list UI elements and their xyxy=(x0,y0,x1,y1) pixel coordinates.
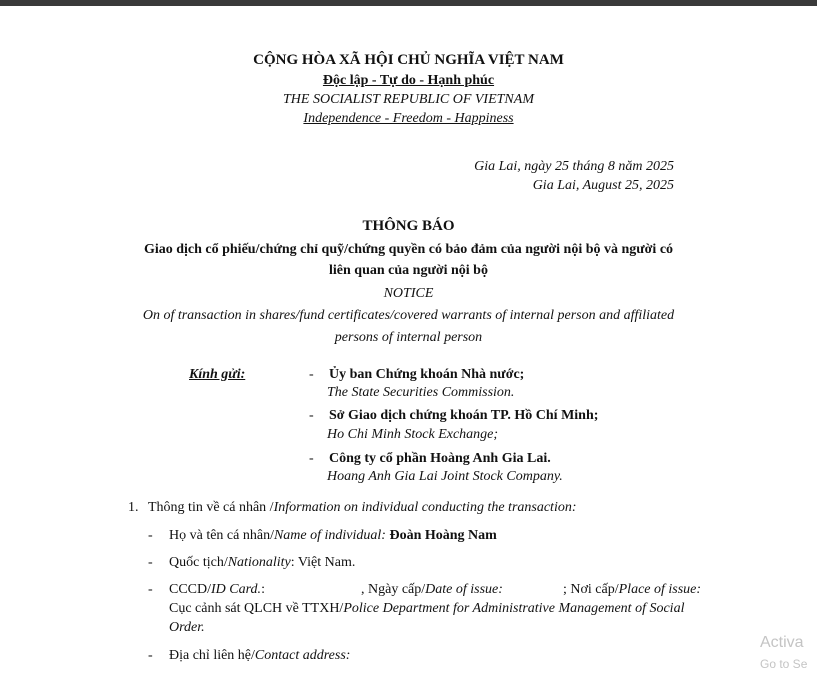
bullet-dash: - xyxy=(148,528,153,543)
issue-date-label: , Ngày cấp/Date of issue: xyxy=(361,582,503,597)
recipient-dash: - xyxy=(309,451,314,466)
date-vi: Gia Lai, ngày 25 tháng 8 năm 2025 xyxy=(474,159,674,174)
individual-name-value: Đoàn Hoàng Nam xyxy=(389,528,497,543)
activation-watermark-line1: Activa xyxy=(760,634,804,651)
recipient-1-vi: Ủy ban Chứng khoán Nhà nước; xyxy=(329,367,525,382)
recipient-dash: - xyxy=(309,367,314,382)
recipients-label: Kính gửi: xyxy=(189,367,246,382)
issue-place-value-cont: Order. xyxy=(169,620,205,635)
country-name-en: THE SOCIALIST REPUBLIC OF VIETNAM xyxy=(283,92,534,107)
bullet-dash: - xyxy=(148,555,153,570)
motto-en: Independence - Freedom - Happiness xyxy=(303,111,514,126)
notice-title-en: NOTICE xyxy=(383,286,434,301)
recipient-2-vi: Sở Giao dịch chứng khoán TP. Hồ Chí Minh; xyxy=(329,408,599,423)
notice-subtitle-en-1: On of transaction in shares/fund certificates/covered warrants of internal person and affiliated xyxy=(142,308,675,323)
recipient-1-en: The State Securities Commission. xyxy=(327,385,515,400)
id-card-label: CCCD/ID Card.: xyxy=(169,582,265,597)
notice-subtitle-en-2: persons of internal person xyxy=(334,330,483,345)
issue-place-label: ; Nơi cấp/Place of issue: xyxy=(563,582,702,597)
section-1-heading: Thông tin về cá nhân /Information on individual conducting the transaction: xyxy=(148,500,577,515)
issue-place-value: Cục cảnh sát QLCH về TTXH/Police Department for Administrative Management of Social xyxy=(169,601,685,616)
recipient-3-vi: Công ty cổ phần Hoàng Anh Gia Lai. xyxy=(329,451,551,466)
date-en: Gia Lai, August 25, 2025 xyxy=(532,178,674,193)
notice-subtitle-vi-1: Giao dịch cổ phiếu/chứng chỉ quỹ/chứng quyền có bảo đảm của người nội bộ và người có xyxy=(143,242,674,257)
bullet-dash: - xyxy=(148,582,153,597)
recipient-2-en: Ho Chi Minh Stock Exchange; xyxy=(327,427,499,442)
individual-name-row: Họ và tên cá nhân/Name of individual: Đoàn Hoàng Nam xyxy=(169,528,497,543)
contact-address-label: Địa chỉ liên hệ/Contact address: xyxy=(169,648,351,663)
bullet-dash: - xyxy=(148,648,153,663)
country-name-vi: CỘNG HÒA XÃ HỘI CHỦ NGHĨA VIỆT NAM xyxy=(253,52,564,68)
recipient-dash: - xyxy=(309,408,314,423)
motto-vi: Độc lập - Tự do - Hạnh phúc xyxy=(322,73,495,88)
activation-watermark-line2: Go to Se xyxy=(760,657,808,671)
recipient-3-en: Hoang Anh Gia Lai Joint Stock Company. xyxy=(327,469,563,484)
top-border xyxy=(0,0,817,6)
nationality-value: : Việt Nam. xyxy=(290,555,356,570)
section-1-number: 1. xyxy=(128,500,139,515)
nationality-row: Quốc tịch/Nationality: Việt Nam. xyxy=(169,555,356,570)
notice-subtitle-vi-2: liên quan của người nội bộ xyxy=(329,263,488,278)
notice-title-vi: THÔNG BÁO xyxy=(362,218,455,234)
